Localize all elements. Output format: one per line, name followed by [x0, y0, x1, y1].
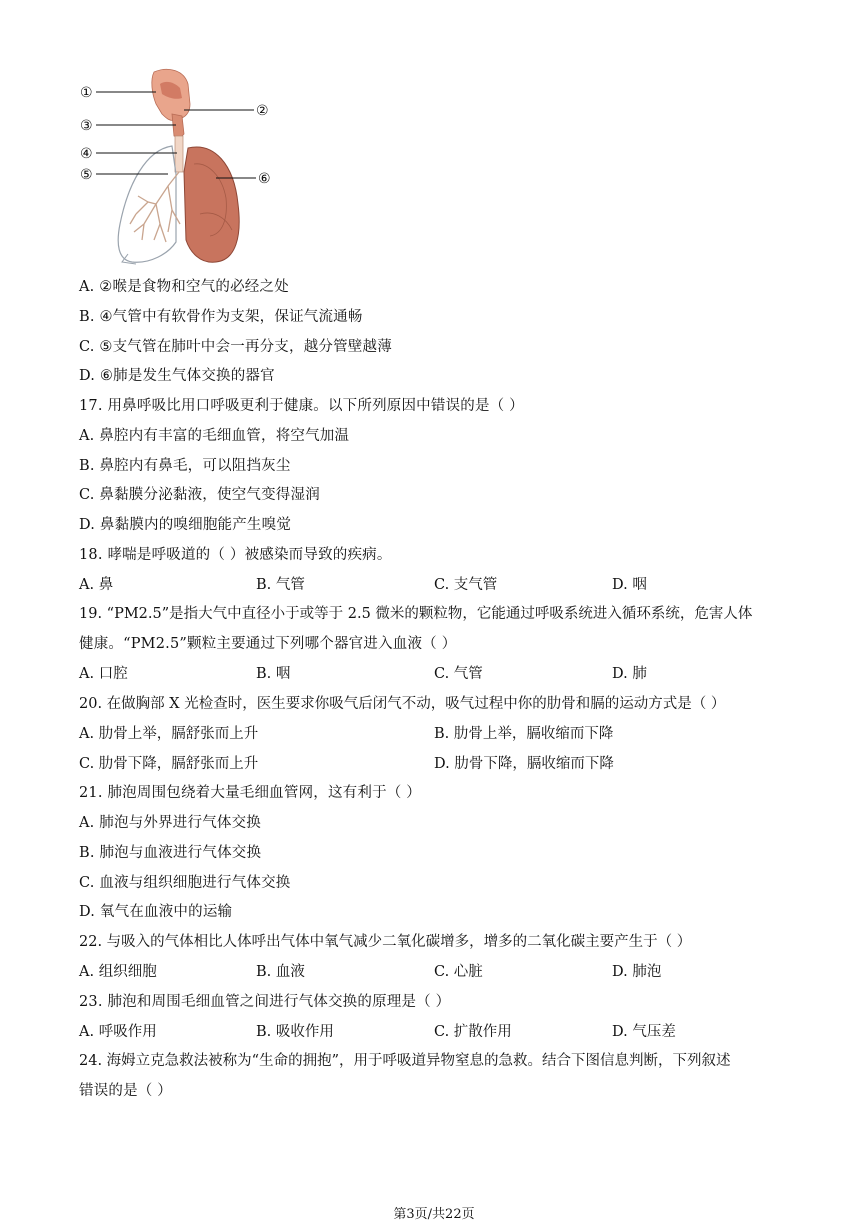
q20-option-a: A. 肋骨上举，膈舒张而上升 [79, 726, 259, 742]
q18-option-d: D. 咽 [612, 577, 647, 593]
q22-option-b: B. 血液 [256, 964, 305, 980]
larynx-shape [172, 114, 184, 138]
q23-option-a: A. 呼吸作用 [79, 1024, 157, 1040]
q24-stem-line-1: 24. 海姆立克急救法被称为“生命的拥抱”，用于呼吸道异物窒息的急救。结合下图信息判断，下列叙述 [79, 1053, 731, 1069]
q23-option-d: D. 气压差 [612, 1024, 676, 1040]
q17-option-a: A. 鼻腔内有丰富的毛细血管，将空气加温 [79, 428, 350, 444]
q19-option-d: D. 肺 [612, 666, 647, 682]
q16-option-a: A. ②喉是食物和空气的必经之处 [79, 279, 289, 295]
respiratory-diagram [76, 64, 281, 269]
q21-option-c: C. 血液与组织细胞进行气体交换 [79, 875, 291, 891]
q19-stem-line-2: 健康。“PM2.5”颗粒主要通过下列哪个器官进入血液（ ） [79, 636, 457, 652]
q19-option-c: C. 气管 [434, 666, 483, 682]
q21-stem: 21. 肺泡周围包绕着大量毛细血管网，这有利于（ ） [79, 785, 421, 801]
q18-option-a: A. 鼻 [79, 577, 114, 593]
q18-option-c: C. 支气管 [434, 577, 498, 593]
q17-option-d: D. 鼻黏膜内的嗅细胞能产生嗅觉 [79, 517, 292, 533]
left-lung-outline [118, 146, 176, 262]
q16-option-c: C. ⑤支气管在肺叶中会一再分支，越分管壁越薄 [79, 339, 392, 355]
label-2: ② [256, 103, 269, 119]
q23-option-c: C. 扩散作用 [434, 1024, 512, 1040]
q21-option-a: A. 肺泡与外界进行气体交换 [79, 815, 261, 831]
q17-stem: 17. 用鼻呼吸比用口呼吸更利于健康。以下所列原因中错误的是（ ） [79, 398, 524, 414]
q20-stem: 20. 在做胸部 X 光检查时，医生要求你吸气后闭气不动，吸气过程中你的肋骨和膈的运动方式是（ ） [79, 696, 726, 712]
q21-option-d: D. 氧气在血液中的运输 [79, 904, 233, 920]
trachea-shape [175, 136, 183, 172]
q16-option-d: D. ⑥肺是发生气体交换的器官 [79, 368, 275, 384]
q22-option-c: C. 心脏 [434, 964, 483, 980]
q24-stem-line-2: 错误的是（ ） [79, 1083, 173, 1099]
label-5: ⑤ [80, 167, 93, 183]
q19-option-a: A. 口腔 [79, 666, 128, 682]
q19-stem-line-1: 19. “PM2.5”是指大气中直径小于或等于 2.5 微米的颗粒物，它能通过呼吸系统进入循环系统，危害人体 [79, 606, 753, 622]
q17-option-b: B. 鼻腔内有鼻毛，可以阻挡灰尘 [79, 458, 291, 474]
q18-stem: 18. 哮喘是呼吸道的（ ）被感染而导致的疾病。 [79, 547, 392, 563]
q21-option-b: B. 肺泡与血液进行气体交换 [79, 845, 262, 861]
q20-option-b: B. 肋骨上举，膈收缩而下降 [434, 726, 614, 742]
q18-option-b: B. 气管 [256, 577, 305, 593]
label-6: ⑥ [258, 171, 271, 187]
q22-stem: 22. 与吸入的气体相比人体呼出气体中氧气减少二氧化碳增多，增多的二氧化碳主要产生于（ ） [79, 934, 692, 950]
q22-option-d: D. 肺泡 [612, 964, 662, 980]
q23-stem: 23. 肺泡和周围毛细血管之间进行气体交换的原理是（ ） [79, 994, 451, 1010]
right-lung-shape [184, 147, 239, 262]
page-number: 第3页/共22页 [393, 1207, 475, 1222]
label-1: ① [80, 85, 93, 101]
bronchial-tree [130, 172, 180, 242]
q19-option-b: B. 咽 [256, 666, 291, 682]
q20-option-d: D. 肋骨下降，膈收缩而下降 [434, 756, 614, 772]
q20-option-c: C. 肋骨下降，膈舒张而上升 [79, 756, 259, 772]
label-4: ④ [80, 146, 93, 162]
q16-option-b: B. ④气管中有软骨作为支架，保证气流通畅 [79, 309, 363, 325]
respiratory-system-figure [76, 64, 281, 269]
q17-option-c: C. 鼻黏膜分泌黏液，使空气变得湿润 [79, 487, 320, 503]
label-3: ③ [80, 118, 93, 134]
q22-option-a: A. 组织细胞 [79, 964, 157, 980]
q23-option-b: B. 吸收作用 [256, 1024, 334, 1040]
